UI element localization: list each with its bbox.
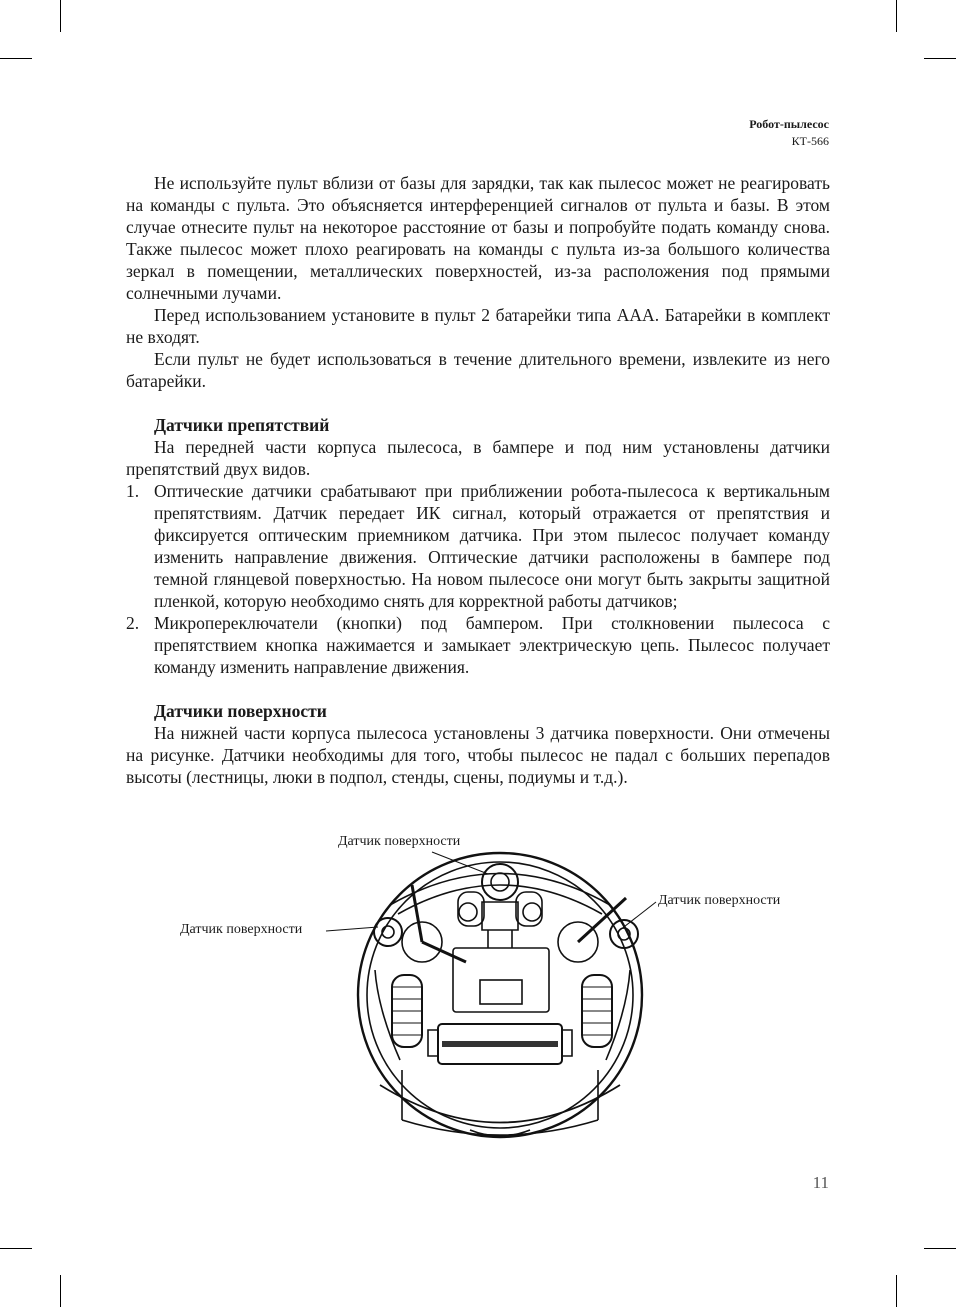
surface-sensor-label-right: Датчик поверхности — [658, 893, 781, 908]
list-item — [126, 612, 830, 678]
robot-underside-figure — [170, 830, 810, 1160]
surface-sensors-text: На нижней части корпуса пылесоса установлены 3 датчика поверхности. Они отмечены на рисунке. Датчики необходимы для того, чтобы пылесос не падал с больших перепадов высоты (лестницы, люки в подпол, стенды, сцены, подиумы и т.д.). — [126, 723, 830, 787]
intro-paragraph: Не используйте пульт вблизи от базы для зарядки, так как пылесос может не реагировать на команды с пульта. Это объясняется интерференцией сигналов от пульта и базы. В этом случае отнесите пульт на некоторое расстояние от базы и попробуйте подать команду снова. Также пылесос может плохо реагировать на команды с пульта из-за большого количества зеркал в помещении, металлических поверхностей, из-за расположения под прямыми солнечными лучами. — [126, 173, 830, 303]
surface-sensor-label-top: Датчик поверхности — [338, 834, 461, 849]
list-item — [126, 480, 830, 612]
page-number: 11 — [812, 1173, 829, 1192]
running-header — [749, 116, 829, 150]
list-item-text: Микропереключатели (кнопки) под бампером. При столкновении пылесоса с препятствием кнопка нажимается и замыкает электрическую цепь. Пылесос получает команду изменить направление движения. — [154, 613, 830, 677]
intro-paragraph: Перед использованием установите в пульт 2 батарейки типа ААА. Батарейки в комплект не входят. — [126, 305, 830, 347]
header-model: КТ-566 — [791, 134, 829, 148]
list-item-number: 2. — [126, 613, 140, 633]
header-title: Робот-пылесос — [749, 117, 829, 131]
surface-sensor-label-left: Датчик поверхности — [180, 922, 303, 937]
crop-mark — [896, 1275, 897, 1307]
crop-mark — [60, 1275, 61, 1307]
intro-paragraph: Если пульт не будет использоваться в течение длительного времени, извлеките из него батарейки. — [126, 349, 830, 391]
crop-mark — [60, 0, 61, 32]
crop-mark — [924, 58, 956, 59]
obstacle-sensors-heading: Датчики препятствий — [154, 415, 330, 435]
list-item-number: 1. — [126, 481, 140, 501]
crop-mark — [0, 1248, 32, 1249]
main-content — [126, 172, 830, 788]
list-item-text: Оптические датчики срабатывают при приближении робота-пылесоса к вертикальным препятствиям. Датчик передает ИК сигнал, который отражается от препятствия и фиксируется оптическим приемником датчика. При этом пылесос получает команду изменить направление движения. Оптические датчики расположены в бампере под темной глянцевой поверхностью. На новом пылесосе они могут быть закрыты защитной пленкой, которую необходимо снять для корректной работы датчиков; — [154, 481, 830, 611]
crop-mark — [0, 58, 32, 59]
surface-sensors-heading: Датчики поверхности — [154, 701, 327, 721]
crop-mark — [896, 0, 897, 32]
obstacle-sensors-intro: На передней части корпуса пылесоса, в бампере и под ним установлены датчики препятствий двух видов. — [126, 437, 830, 479]
robot-underside-drawing — [170, 830, 810, 1160]
obstacle-sensors-list — [126, 480, 830, 678]
crop-mark — [924, 1248, 956, 1249]
